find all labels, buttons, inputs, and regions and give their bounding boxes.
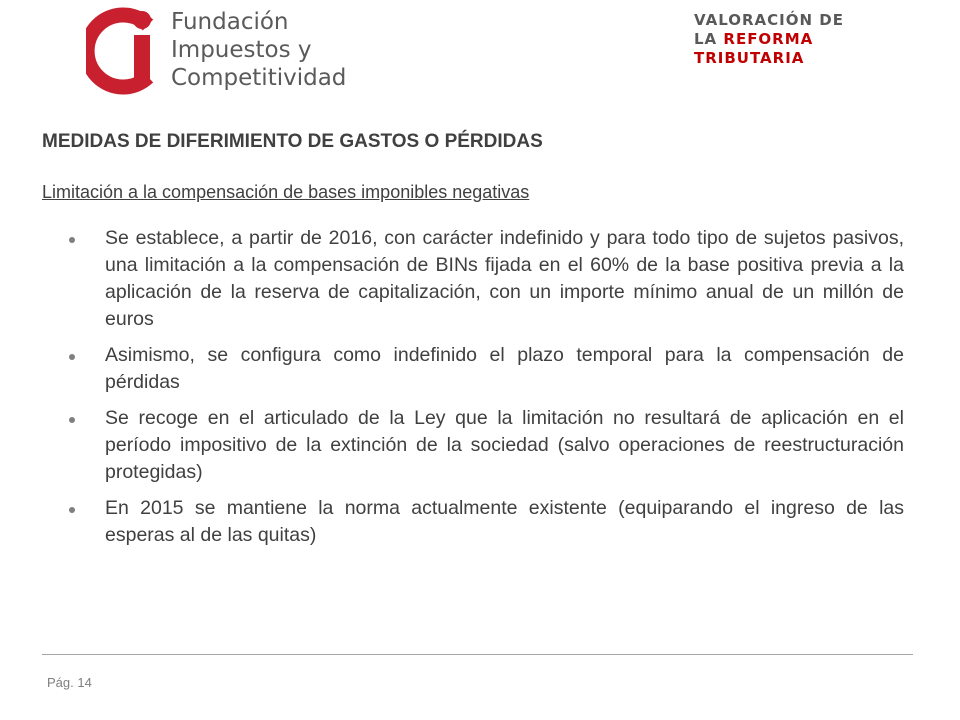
logo-line-3: Competitividad [171, 65, 347, 91]
footer-divider [42, 654, 913, 655]
header-line-3: TRIBUTARIA [694, 49, 805, 67]
header-line-2-prefix: LA [694, 30, 724, 48]
bullet-text: Se establece, a partir de 2016, con carácter indefinido y para todo tipo de sujetos pasivos, una limitación a la compensación de BINs fijada en el 60% de la base positiva previa a la aplicación de la reserva de capitalización, con un importe mínimo anual de un millón de euros [105, 227, 904, 330]
bullet-item [66, 225, 904, 333]
header-line-2 [694, 30, 844, 49]
bullet-item [66, 405, 904, 486]
section-title: MEDIDAS DE DIFERIMIENTO DE GASTOS O PÉRDIDAS [42, 131, 543, 152]
subtitle: Limitación a la compensación de bases imponibles negativas [42, 182, 530, 202]
bullet-item [66, 342, 904, 396]
logo-line-2: Impuestos y [171, 37, 312, 63]
bullet-dot-icon [69, 354, 75, 360]
header-line-1: VALORACIÓN DE [694, 11, 844, 29]
bullet-dot-icon [69, 237, 75, 243]
fundacion-logo-icon [86, 5, 166, 97]
logo-line-1: Fundación [171, 9, 289, 35]
bullet-dot-icon [69, 417, 75, 423]
header-tag [694, 11, 844, 68]
bullet-list [66, 225, 904, 558]
bullet-text: En 2015 se mantiene la norma actualmente existente (equiparando el ingreso de las esperas al de las quitas) [105, 497, 904, 546]
header-line-2-accent: REFORMA [723, 30, 814, 48]
bullet-dot-icon [69, 507, 75, 513]
page-number: Pág. 14 [47, 675, 92, 690]
logo [86, 5, 346, 97]
logo-text [171, 8, 346, 92]
bullet-item [66, 495, 904, 549]
bullet-text: Se recoge en el articulado de la Ley que la limitación no resultará de aplicación en el período impositivo de la extinción de la sociedad (salvo operaciones de reestructuración protegidas) [105, 407, 904, 483]
bullet-text: Asimismo, se configura como indefinido el plazo temporal para la compensación de pérdidas [105, 344, 904, 393]
